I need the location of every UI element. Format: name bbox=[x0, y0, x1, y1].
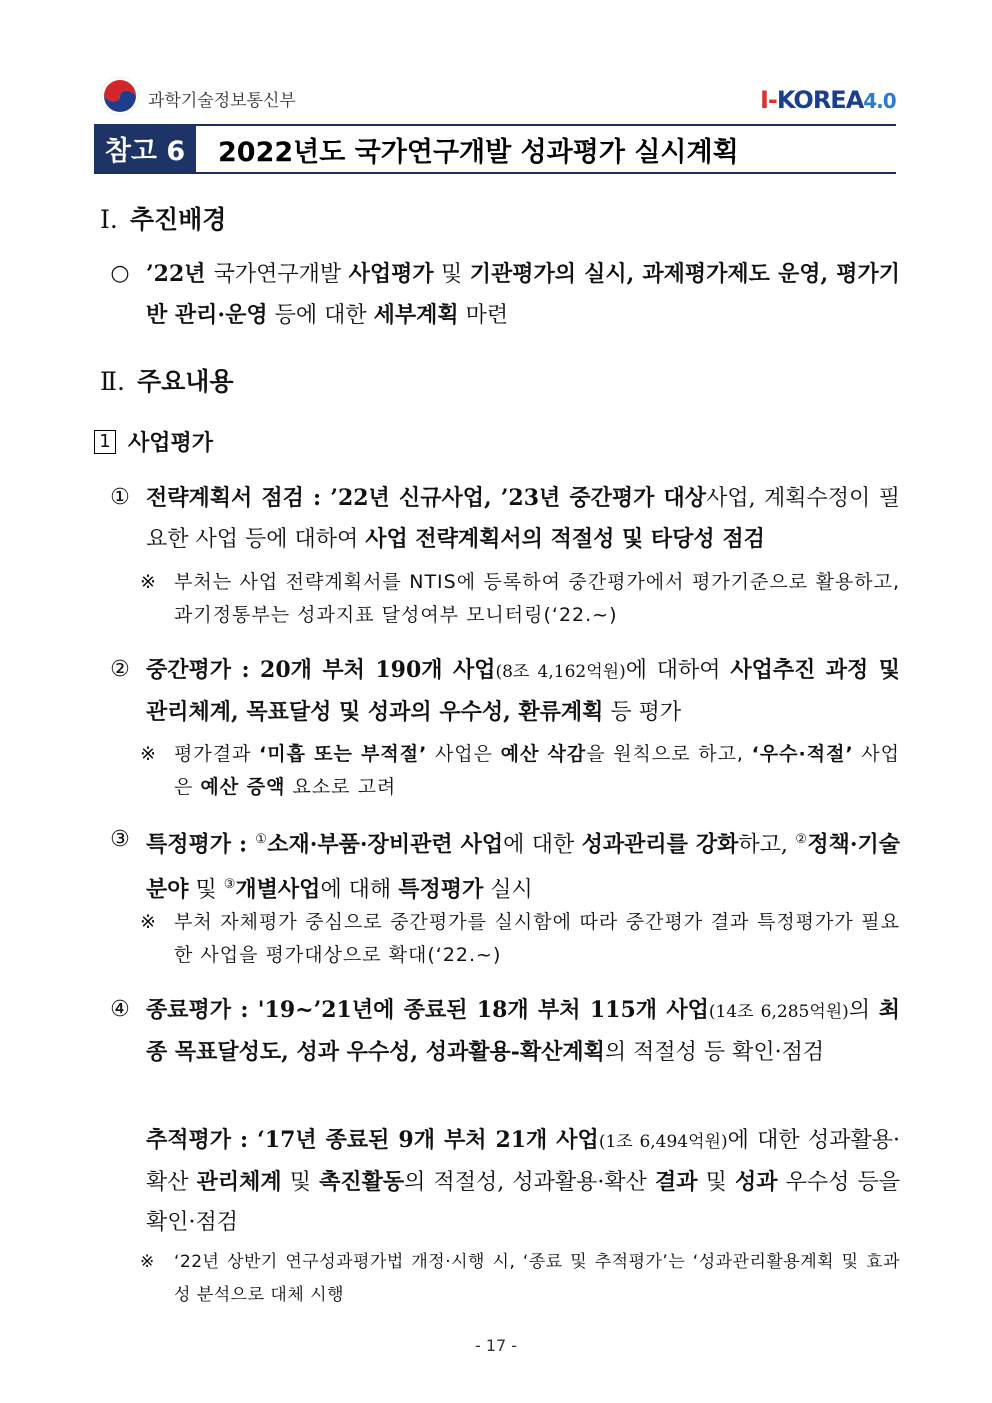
item-number: ① bbox=[110, 485, 130, 510]
item-4-note: ※ ‘22년 상반기 연구성과평가법 개정·시행 시, ‘종료 및 추적평가’는 ‘성과관리활용계획 및 효과성 분석으로 대체 시행 bbox=[140, 1252, 900, 1305]
i-korea-logo: I-KOREA4.0 bbox=[760, 86, 896, 114]
item-number: ④ bbox=[110, 997, 130, 1022]
item-4: ④ 종료평가 : '19~’21년에 종료된 18개 부처 115개 사업(14조 6,285억원)의 최종 목표달성도, 성과 우수성, 성과활용-확산계획의 적절성 등 확인·점검 bbox=[100, 990, 900, 1073]
page-title: 2022년도 국가연구개발 성과평가 실시계획 bbox=[218, 137, 739, 168]
page-header bbox=[0, 0, 992, 168]
boxed-number: 1 bbox=[94, 430, 116, 454]
government-emblem-icon bbox=[100, 76, 140, 116]
item-1-note: ※ 부처는 사업 전략계획서를 NTIS에 등록하여 중간평가에서 평가기준으로 활용하고, 과기정통부는 성과지표 달성여부 모니터링(‘22.~) bbox=[140, 571, 900, 626]
item-number: ③ bbox=[110, 827, 130, 852]
item-number: ② bbox=[110, 657, 130, 682]
item-3-note: ※ 부처 자체평가 중심으로 중간평가를 실시함에 따라 중간평가 결과 특정평가가 필요한 사업을 평가대상으로 확대(‘22.~) bbox=[140, 911, 900, 966]
item-1: ① 전략계획서 점검 : ’22년 신규사업, ’23년 중간평가 대상사업, 계획수정이 필요한 사업 등에 대하여 사업 전략계획서의 적절성 및 타당성 점검 bbox=[100, 478, 900, 560]
section-1-heading: Ⅰ. 추진배경 bbox=[100, 205, 227, 234]
section-2-heading: Ⅱ. 주요내용 bbox=[100, 367, 234, 396]
circle-bullet-icon: ○ bbox=[110, 261, 130, 286]
title-rule-bottom bbox=[94, 172, 896, 174]
reference-badge: 참고 6 bbox=[94, 124, 196, 172]
page-number: - 17 - bbox=[474, 1336, 518, 1355]
ministry-name: 과학기술정보통신부 bbox=[148, 91, 296, 111]
subsection-heading: 1 사업평가 bbox=[94, 426, 213, 457]
title-rule-top bbox=[196, 124, 896, 126]
item-4-follow-up: 추적평가 : ‘17년 종료된 9개 부처 21개 사업(1조 6,494억원)에 대한 성과활용·확산 관리체계 및 촉진활동의 적절성, 성과활용·확산 결과 및 성과 우수성 등을 확인·점검 bbox=[146, 1127, 901, 1235]
section-1-bullet: ○ ’22년 국가연구개발 사업평가 및 기관평가의 실시, 과제평가제도 운영, 평가기반 관리·운영 등에 대한 세부계획 마련 bbox=[100, 254, 900, 336]
item-3: ③ 특정평가 : ①소재·부품·장비관련 사업에 대한 성과관리를 강화하고, ②정책·기술분야 및 ③개별사업에 대해 특정평가 실시 bbox=[100, 820, 900, 911]
item-2: ② 중간평가 : 20개 부처 190개 사업(8조 4,162억원)에 대하여 사업추진 과정 및 관리체계, 목표달성 및 성과의 우수성, 환류계획 등 평가 bbox=[100, 650, 900, 733]
item-2-note: ※ 평가결과 ‘미흡 또는 부적절’ 사업은 예산 삭감을 원칙으로 하고, ‘우수·적절’ 사업은 예산 증액 요소로 고려 bbox=[140, 743, 900, 798]
